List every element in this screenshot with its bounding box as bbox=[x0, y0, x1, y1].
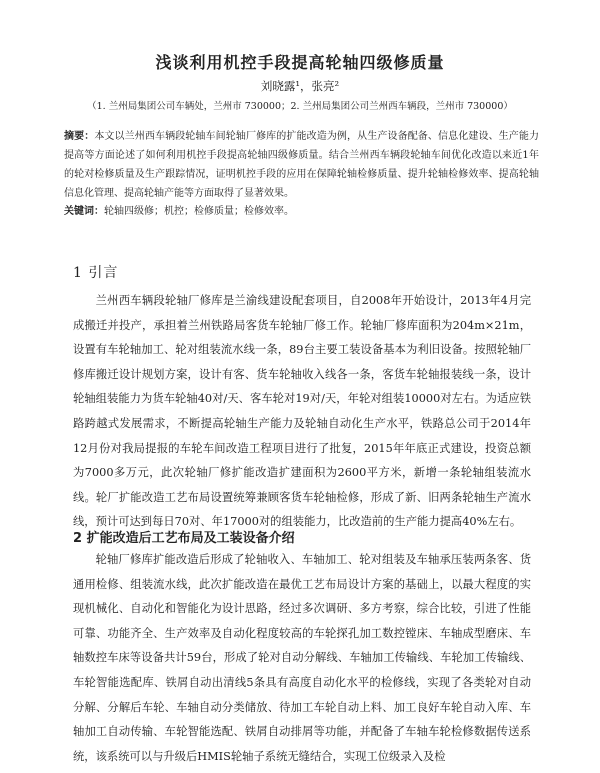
section1-paragraph: 兰州西车辆段轮轴厂修库是兰渝线建设配套项目，自2008年开始设计，2013年4月完成搬迁并投产，承担着兰州铁路局客货车轮轴厂修工作。轮轴厂修库面积为204m×21m，设置有车轮轴加工、轮对组装流水线一条，89台主要工装设备基本为利旧设备。按照轮轴厂修库搬迁设计规划方案，设计有客、货车轮轴收入线各一条，客货车轮轴报装线一条，设计轮轴组装能力为货车轮轴40对/天、客车轮对19对/天，年轮对组装10000对左右。为适应铁路跨越式发展需求，不断提高轮轴生产能力及轮轴自动化生产水平，铁路总公司于2014年12月份对我局提报的车轮车间改造工程项目进行了批复，2015年年底正式建设，投资总额为7000多万元，此次轮轴厂修扩能改造扩建面积为2600平方米，新增一条轮轴组装流水线。轮厂扩能改造工艺布局设置统筹兼顾客货车轮轴检修，形成了新、旧两条轮轴生产流水线，预计可达到每日70对、年17000对的组装能力，比改造前的生产能力提高40%左右。 bbox=[73, 294, 531, 529]
paper-authors: 刘晓露¹，张亮² bbox=[260, 79, 340, 93]
abstract-text: 本文以兰州西车辆段轮轴车间轮轴厂修库的扩能改造为例，从生产设备配备、信息化建设、生产能力提高等方面论述了如何利用机控手段提高轮轴四级修质量。结合兰州西车辆段轮轴车间优化改造以来近1年的轮对检修质量及生产跟踪情况，证明机控手段的应用在保障轮轴检修质量、提升轮轴检修效率、提高轮轴信息化管理、提高轮轴产能等方面取得了显著效果。 bbox=[64, 131, 540, 199]
paper-title: 浅谈利用机控手段提高轮轴四级修质量 bbox=[155, 53, 445, 72]
keywords-label: 关键词： bbox=[64, 206, 104, 217]
section2-paragraph: 轮轴厂修库扩能改造后形成了轮轴收入、车轴加工、轮对组装及车轴承压装两条客、货通用检修、组装流水线，此次扩能改造在最优工艺布局设计方案的基础上，以最大程度的实现机械化、自动化和智能化为设计思路，经过多次调研、多方考察，综合比较，引进了性能可靠、功能齐全、生产效率及自动化程度较高的车轮探孔加工数控镗床、车轴成型磨床、车轴数控车床等设备共计59台，形成了轮对自动分解线、车轴加工传输线、车轮加工传输线、车轮智能选配库、铁屑自动出清线5条具有高度自动化水平的检修线，实现了各类轮对自动分解、分解后车轮、车轴自动分类储放、待加工车轮自动上料、加工良好车轮自动入库、车轴加工自动传输、车轮智能选配、铁屑自动排屑等功能，并配备了车轴车轮检修数据传送系统，该系统可以与升级后HMIS轮轴子系统无缝结合，实现工位级录入及检 bbox=[73, 553, 531, 763]
keywords-block bbox=[64, 204, 539, 220]
abstract-block bbox=[64, 127, 539, 203]
section1-heading: 1 引言 bbox=[73, 265, 119, 281]
keywords-text: 轮轴四级修；机控；检修质量；检修效率。 bbox=[104, 206, 294, 217]
section2-heading: 2 扩能改造后工艺布局及工装设备介绍 bbox=[73, 531, 295, 546]
paper-affiliations: （1. 兰州局集团公司车辆处，兰州市 730000；2. 兰州局集团公司兰州西车辆段，兰州市 730000） bbox=[87, 101, 513, 112]
abstract-label: 摘要： bbox=[64, 131, 95, 142]
